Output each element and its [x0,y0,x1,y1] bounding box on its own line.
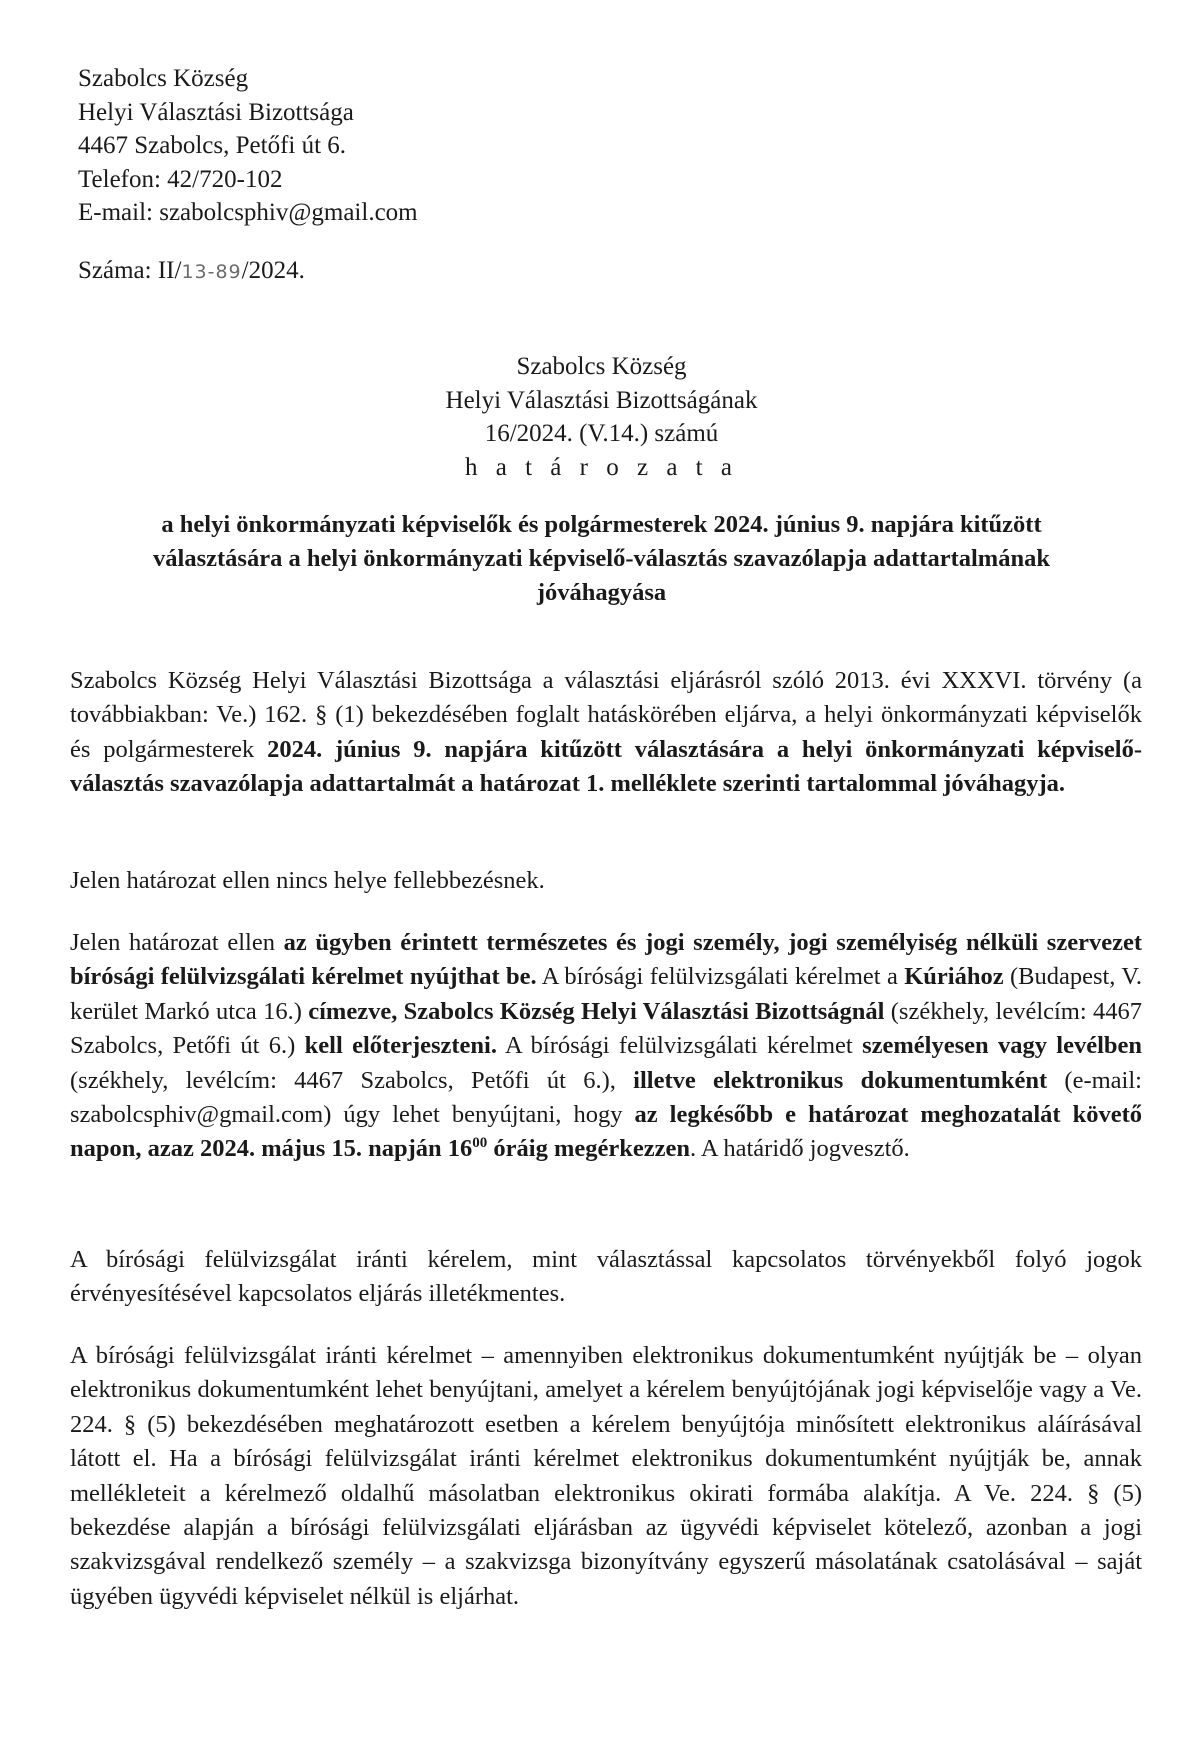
title-line-1: Szabolcs Község [516,353,687,380]
p3-text-8: . A határidő jogvesztő. [689,1135,910,1163]
p3-bold-6: illetve elektronikus dokumentumként [633,1066,1048,1094]
resolution-title [0,350,1203,484]
subject-line-1: a helyi önkormányzati képviselők és polgármesterek 2024. június 9. napjára kitűzött [161,511,1042,538]
p2-text: Jelen határozat ellen nincs helye fellebbezésnek. [70,867,545,894]
decision-paragraph [70,664,1142,802]
org-phone: Telefon: 42/720-102 [78,165,283,193]
p3-text-2: A bírósági felülvizsgálati kérelmet a [536,963,905,991]
fee-exemption-paragraph [70,1243,1142,1312]
p3-bold-3: címezve, Szabolcs Község Helyi Választási Bizottságnál [308,997,885,1025]
p3-bold-1: az ügyben érintett természetes és jogi személy, jogi személyiség nélküli szervezet bírósági felülvizsgálati kérelmet nyújthat be. [70,929,1142,991]
reference-number [78,257,305,285]
org-name: Szabolcs Község [78,65,249,92]
p3-bold-2: Kúriához [904,963,1004,991]
p3-bold-7: az legkésőbb e határozat meghozatalát követő napon, azaz 2024. május 15. napján 16 [70,1101,1142,1163]
org-address: 4467 Szabolcs, Petőfi út 6. [78,132,347,159]
p3-text-1: Jelen határozat ellen [70,929,284,956]
p5-text: A bírósági felülvizsgálat iránti kérelmet – amennyiben elektronikus dokumentumként nyújtják be – olyan elektronikus dokumentumként lehet benyújtani, amelyet a kérelem benyújtójának jogi képviselője vagy a Ve. 224. § (5) bekezdésében meghatározott esetben a kérelem benyújtója minősített elektronikus aláírásával látott el. Ha a bírósági felülvizsgálat iránti kérelmet elektronikus dokumentumként nyújtják be, annak mellékleteit a kérelmező oldalhű másolatban elektronikus okirati formába alakítja. A Ve. 224. § (5) bekezdése alapján a bírósági felülvizsgálati eljárásban az ügyvédi képviselet kötelező, azonban a jogi szakvizsgával rendelkező személy – a szakvizsga bizonyítvány egyszerű másolatának csatolásával – saját ügyében ügyvédi képviselet nélkül is eljárhat. [70,1342,1142,1610]
org-committee: Helyi Választási Bizottsága [78,98,354,126]
subject-line-3: jóváhagyása [536,579,667,606]
reference-prefix: Száma: II/ [78,257,182,284]
deadline-hour-superscript: 00 [472,1135,488,1152]
no-appeal-paragraph [70,864,1142,898]
p3-bold-4: kell előterjeszteni. [304,1032,497,1060]
letterhead [78,62,418,230]
p3-text-5: A bírósági felülvizsgálati kérelmet [497,1032,863,1060]
handwritten-reference: 13-89 [181,261,242,283]
p4-text: A bírósági felülvizsgálat iránti kérelem, mint választással kapcsolatos törvényekből folyó jogok érvényesítésével kapcsolatos eljárás illetékmentes. [70,1246,1142,1308]
p1-bold: 2024. június 9. napjára kitűzött választására a helyi önkormányzati képviselő-választás szavazólapja adattartalmát a határozat 1. melléklete szerinti tartalommal jóváhagyja. [70,735,1142,798]
title-line-2: Helyi Választási Bizottságának [445,386,758,414]
reference-suffix: /2024. [241,257,305,284]
p3-text-3: (Budapest, V. kerület Markó utca 16.) [70,963,1143,1025]
p3-bold-8: óráig megérkezzen [487,1135,690,1163]
title-line-4: h a t á r o z a t a [465,453,738,481]
review-request-paragraph [70,926,1142,1167]
p3-text-6: (székhely, levélcím: 4467 Szabolcs, Petőfi út 6.), [70,1066,634,1094]
org-email: E-mail: szabolcsphiv@gmail.com [78,199,418,226]
p1-text: Szabolcs Község Helyi Választási Bizottsága a választási eljárásról szóló 2013. évi XXXVI. törvény (a továbbiakban: Ve.) 162. § (1) bekezdésében foglalt hatáskörében eljárva, a helyi önkormányzati képviselők és polgármesterek [70,667,1142,763]
p3-bold-5: személyesen vagy levélben [862,1032,1143,1060]
electronic-submission-paragraph [70,1339,1142,1614]
p3-text-4: (székhely, levélcím: 4467 Szabolcs, Petőfi út 6.) [70,997,1142,1060]
subject-line-2: választására a helyi önkormányzati képviselő-választás szavazólapja adattartalmának [153,545,1050,572]
p3-text-7: (e-mail: szabolcsphiv@gmail.com) úgy lehet benyújtani, hogy [70,1066,1142,1129]
resolution-subject [60,508,1143,610]
title-line-3: 16/2024. (V.14.) számú [484,420,719,447]
